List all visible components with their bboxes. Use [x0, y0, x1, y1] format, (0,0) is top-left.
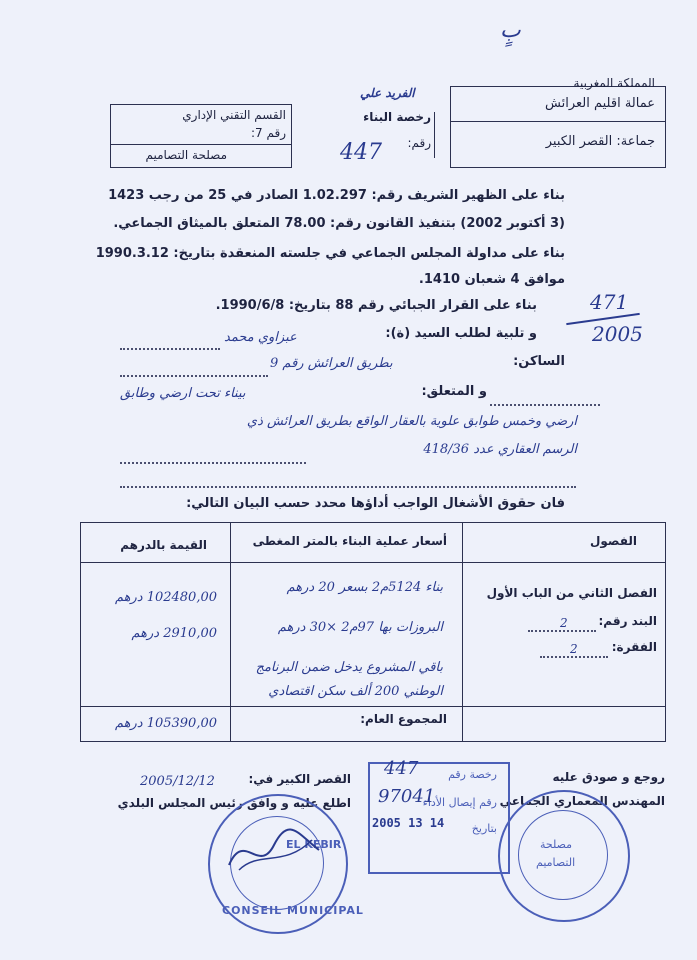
stamp-permit-label: رخصة رقم	[448, 768, 497, 781]
clause-value: 2	[560, 616, 568, 630]
preamble-line-5: بناء على القرار الجبائي رقم 88 بتاريخ: 1990/6/8.	[215, 298, 537, 313]
header-prices: أسعار عملية البناء بالمتر المغطى	[252, 534, 447, 548]
municipal-stamp-text: CONSEIL MUNICIPAL	[222, 904, 364, 917]
preamble-line-2: (3 أكتوبر 2002) بتنفيذ القانون رقم: 78.00 المتعلق بالميثاق الجماعي.	[113, 216, 565, 231]
approval-label: اطلع عليه و وافق رئيس المجلس البلدي	[117, 796, 351, 810]
subject-value-3: الرسم العقاري عدد 418/36	[423, 442, 577, 457]
clause-label: البند رقم:	[598, 614, 657, 628]
value-2: 2910,00 درهم	[131, 626, 217, 641]
kingdom-label: المملكة المغربية	[573, 76, 655, 90]
top-scribble: بٍ	[500, 18, 521, 43]
deed-dots	[120, 462, 306, 464]
chapter-title: الفصل الثاني من الباب الأول	[486, 586, 657, 600]
province-label: عمالة اقليم العرائش	[545, 96, 655, 111]
subject-dots	[490, 404, 600, 406]
engineer-label: المهندس المعماري الجماعي	[499, 794, 665, 808]
permit-number-label: رقم:	[407, 136, 431, 150]
table-total-divider	[80, 706, 666, 707]
stamp-permit-value: 447	[384, 758, 419, 779]
stamp-receipt-value: 97041	[378, 786, 436, 807]
header-center-bracket	[434, 112, 435, 158]
preamble-line-1: بناء على الظهير الشريف رقم: 1.02.297 الصادر في 25 من رجب 1423	[108, 188, 565, 203]
permit-title: رخصة البناء	[363, 110, 431, 124]
stamp-date-value: 2005 13 14	[372, 816, 445, 830]
header-value: القيمة بالدرهم	[120, 538, 207, 552]
permit-number-value: 447	[340, 140, 382, 165]
price-line-1: بناء 5124م2 بسعر 20 درهم	[286, 580, 443, 595]
subject-label: و المتعلق:	[421, 384, 487, 399]
subject-value-1: بيناء تحت ارضي وطابق	[120, 386, 246, 401]
table-col-divider-1	[230, 522, 231, 742]
margin-note-top: 471	[590, 290, 629, 314]
table-col-divider-2	[462, 522, 463, 742]
clause-dots	[528, 630, 596, 632]
price-line-2: البروزات بها 97م2 ×30 درهم	[277, 620, 443, 635]
table-header-divider	[80, 562, 666, 563]
municipal-stamp-city: EL KEBIR	[286, 838, 342, 851]
division-label: القسم التقني الإداري	[182, 108, 286, 122]
division-number: رقم 7:	[250, 126, 286, 140]
copy-mark: الفريد علي	[360, 86, 415, 100]
address-label: الساكن:	[513, 354, 565, 369]
preamble-line-4: موافق 4 شعبان 1410.	[418, 272, 565, 287]
applicant-value: عبزاوي محمد	[224, 330, 297, 345]
header-right-divider	[450, 121, 666, 122]
blank-line-dots	[120, 486, 576, 488]
margin-note-bottom: 2005	[592, 322, 643, 346]
paragraph-dots	[540, 656, 608, 658]
header-chapters: الفصول	[589, 534, 637, 548]
service-label: مصلحة التصاميم	[145, 148, 227, 162]
place-date-label: القصر الكبير في:	[248, 772, 351, 786]
total-value: 105390,00 درهم	[114, 716, 217, 731]
paragraph-label: الفقرة:	[611, 640, 657, 654]
value-1: 102480,00 درهم	[114, 590, 217, 605]
commune-label: جماعة: القصر الكبير	[545, 134, 655, 149]
address-dots	[120, 375, 268, 377]
reviewed-label: روجع و صودق عليه	[552, 770, 665, 784]
address-value: بطريق العرائش رقم 9	[270, 356, 393, 371]
applicant-dots	[120, 348, 220, 350]
service-stamp-line-2: التصاميم	[536, 856, 576, 869]
preamble-line-3: بناء على مداولة المجلس الجماعي في جلسته المنعقدة بتاريخ: 1990.3.12	[95, 246, 565, 261]
applicant-label: و تلبية لطلب السيد (ة):	[385, 326, 537, 341]
price-line-3: باقي المشروع يدخل ضمن البرنامج	[255, 660, 443, 675]
price-line-4: الوطني 200 ألف سكن اقتصادي	[268, 684, 443, 699]
subject-value-2: ارضي وخمس طوابق علوية بالعقار الواقع بطريق العرائش ذي	[246, 414, 577, 429]
fees-intro: فان حقوق الأشغال الواجب أداؤها محدد حسب البيان التالي:	[186, 496, 565, 511]
total-label: المجموع العام:	[360, 712, 447, 726]
header-left-divider	[110, 144, 292, 145]
stamp-date-label: بتاريخ	[471, 822, 497, 835]
place-date-value: 2005/12/12	[140, 774, 215, 789]
stamp-receipt-label: رقم إيصال الأداء	[422, 796, 497, 809]
paragraph-value: 2	[570, 642, 578, 656]
service-stamp-inner-ring	[518, 810, 608, 900]
service-stamp-line-1: مصلحة	[540, 838, 573, 851]
signature-scribble	[224, 820, 324, 880]
